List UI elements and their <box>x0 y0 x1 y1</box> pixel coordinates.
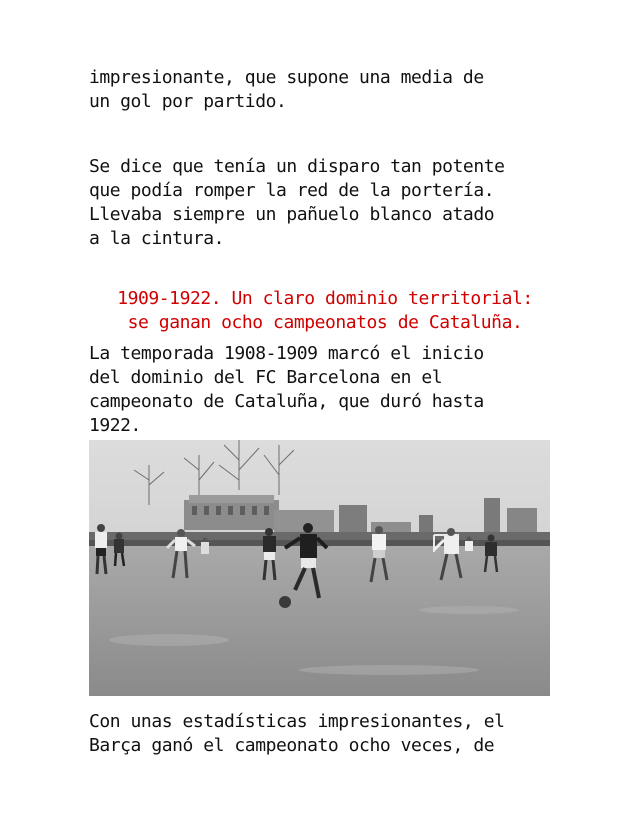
paragraph-goal-average: impresionante, que supone una media de un gol por partido. <box>89 67 484 112</box>
paragraph-statistics: Con unas estadísticas impresionantes, el Barça ganó el campeonato ocho veces, de <box>89 711 505 756</box>
section-heading: 1909-1922. Un claro dominio territorial: se ganan ocho campeonatos de Cataluña. <box>117 288 533 333</box>
historic-football-photo <box>89 440 550 696</box>
paragraph-season-start: La temporada 1908-1909 marcó el inicio del dominio del FC Barcelona en el campeonato de Cataluña, que duró hasta 1922. <box>89 343 484 436</box>
paragraph-powerful-shot: Se dice que tenía un disparo tan potente que podía romper la red de la portería. Llevaba siempre un pañuelo blanco atado a la cintura. <box>89 156 505 249</box>
